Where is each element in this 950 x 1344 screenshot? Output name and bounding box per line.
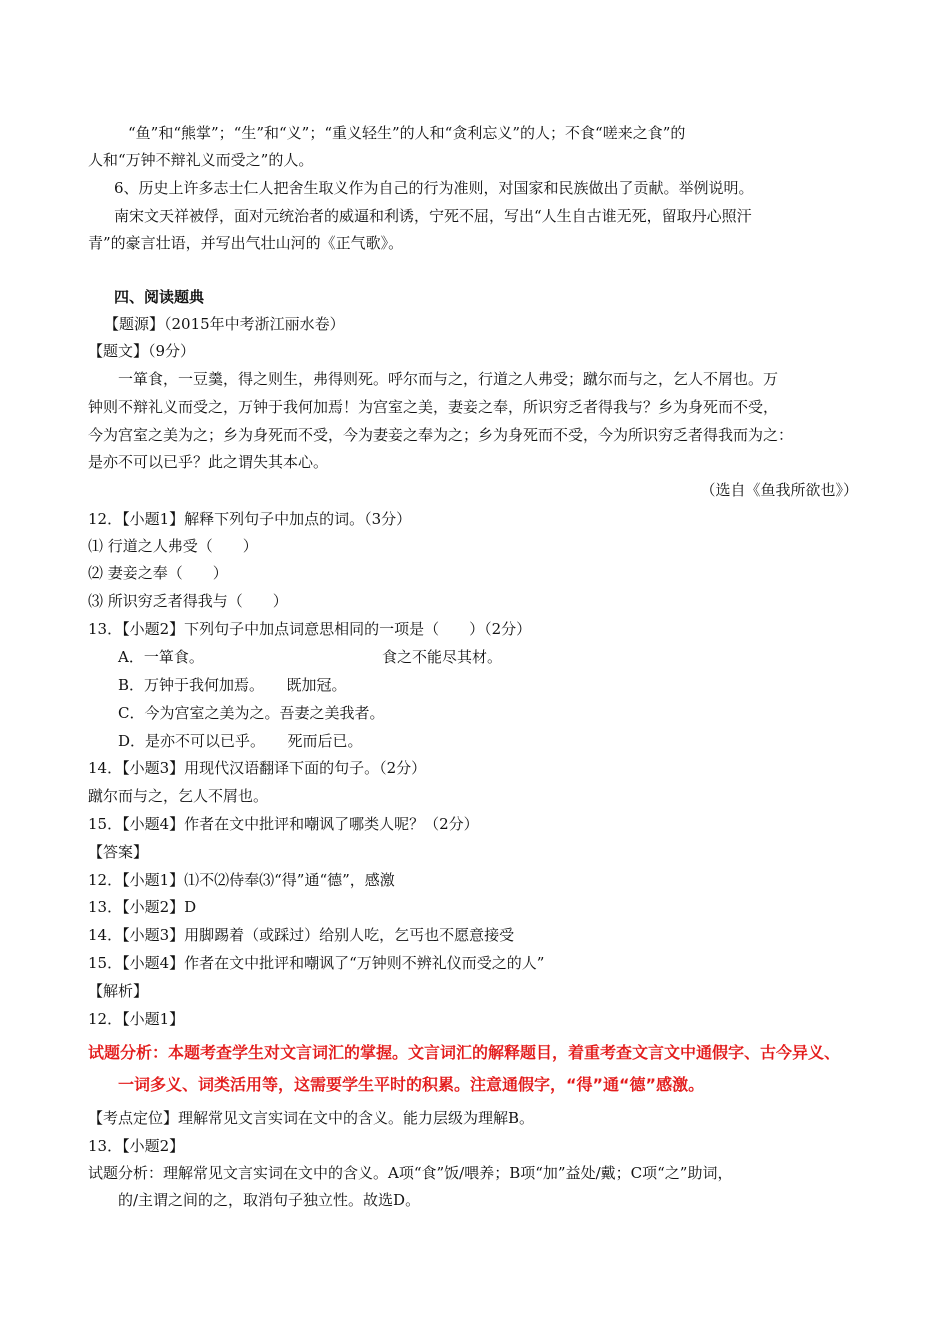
question-13: 13．【小题2】下列句子中加点词意思相同的一项是（ ）（2分） [88, 620, 532, 638]
question-14-text: 蹴尔而与之，乞人不屑也。 [88, 787, 269, 805]
passage-line-1: 一箪食，一豆羹，得之则生，弗得则死。呼尔而与之，行道之人弗受；蹴尔而与之，乞人不屑也。万 [118, 370, 779, 388]
intro-line-1: “鱼”和“熊掌”；“生”和“义”；“重义轻生”的人和“贪利忘义”的人；不食“嗟来之食”的 [128, 124, 686, 142]
question-6: 6、历史上许多志士仁人把舍生取义作为自己的行为准则，对国家和民族做出了贡献。举例说明。 [114, 179, 754, 197]
question-12-item-3: ⑶ 所识穷乏者得我与（ ） [88, 592, 288, 610]
answer-6-line-2: 青”的豪言壮语，并写出气壮山河的《正气歌》。 [88, 234, 404, 252]
analysis-13-line-1: 试题分析：理解常见文言实词在文中的含义。A项“食”饭/喂养；B项“加”益处/戴；C项“之”助词， [88, 1164, 733, 1182]
analysis-13-line-2: 的/主谓之间的之，取消句子独立性。故选D。 [118, 1191, 421, 1209]
option-d: D．是亦不可以已乎。 死而后已。 [118, 732, 363, 750]
question-12-item-2: ⑵ 妻妾之奉（ ） [88, 564, 228, 582]
analysis-12-heading: 12．【小题1】 [88, 1010, 185, 1028]
analysis-12-red-line-2: 一词多义、词类活用等，这需要学生平时的积累。注意通假字，“得”通“德”感激。 [118, 1075, 705, 1094]
intro-line-2: 人和“万钟不辩礼义而受之”的人。 [88, 151, 314, 169]
analysis-12-red-line-1: 试题分析：本题考查学生对文言词汇的掌握。文言词汇的解释题目，着重考查文言文中通假字、古今异义、 [88, 1043, 841, 1062]
answer-6-line-1: 南宋文天祥被俘，面对元统治者的威逼和利诱，宁死不屈，写出“人生自古谁无死，留取丹心照汗 [114, 207, 752, 225]
option-c: C．今为宫室之美为之。吾妻之美我者。 [118, 704, 385, 722]
answer-13: 13．【小题2】D [88, 898, 197, 916]
citation: （选自《鱼我所欲也》） [700, 481, 858, 499]
option-b: B．万钟于我何加焉。 既加冠。 [118, 676, 347, 694]
question-12: 12．【小题1】解释下列句子中加点的词。（3分） [88, 510, 412, 528]
answer-label: 【答案】 [88, 843, 149, 861]
analysis-label: 【解析】 [88, 982, 149, 1000]
text-label: 【题文】（9分） [88, 342, 196, 360]
kaodian-line: 【考点定位】理解常见文言实词在文中的含义。能力层级为理解B。 [88, 1109, 535, 1127]
option-a-right: 食之不能尽其材。 [382, 648, 503, 666]
passage-line-4: 是亦不可以已乎？此之谓失其本心。 [88, 453, 329, 471]
passage-line-3: 今为宫室之美为之；乡为身死而不受，今为妻妾之奉为之；乡为身死而不受，今为所识穷乏者得我而为之： [88, 426, 794, 444]
question-14: 14．【小题3】用现代汉语翻译下面的句子。（2分） [88, 759, 427, 777]
section-heading: 四、阅读题典 [114, 288, 205, 306]
answer-14: 14．【小题3】用脚踢着（或踩过）给别人吃，乞丐也不愿意接受 [88, 926, 515, 944]
question-15: 15．【小题4】作者在文中批评和嘲讽了哪类人呢？（2分） [88, 815, 479, 833]
passage-line-2: 钟则不辩礼义而受之，万钟于我何加焉！为宫室之美，妻妾之奉，所识穷乏者得我与？乡为身死而不受， [88, 398, 779, 416]
analysis-13-heading: 13．【小题2】 [88, 1137, 185, 1155]
source-line: 【题源】（2015年中考浙江丽水卷） [104, 315, 345, 333]
option-a-left: A．一箪食。 [118, 648, 204, 666]
question-12-item-1: ⑴ 行道之人弗受（ ） [88, 537, 258, 555]
answer-15: 15．【小题4】作者在文中批评和嘲讽了“万钟则不辨礼仪而受之的人” [88, 954, 545, 972]
answer-12: 12．【小题1】⑴不⑵侍奉⑶“得”通“德”，感激 [88, 871, 395, 889]
